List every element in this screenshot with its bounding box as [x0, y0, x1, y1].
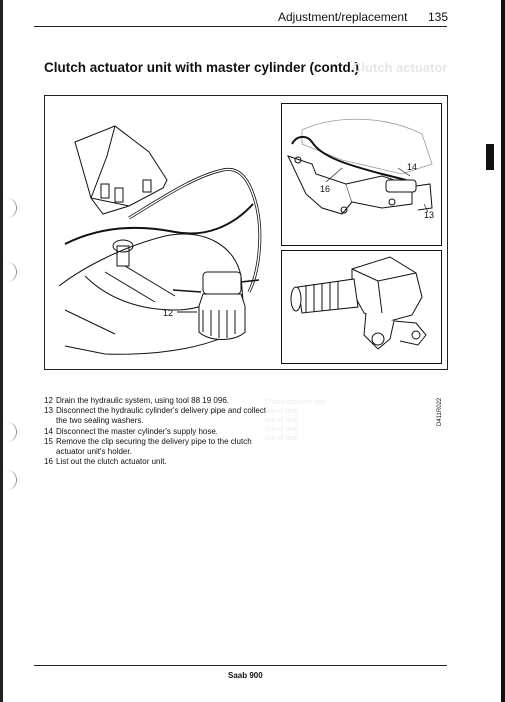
bleed-through-line: line of text: [265, 426, 297, 433]
footer-model-name: Saab 900: [228, 671, 263, 680]
step-item: [44, 457, 269, 467]
step-number: 15: [44, 436, 53, 446]
step-item: [44, 406, 269, 426]
section-tab-marker: [486, 144, 494, 170]
step-item: [44, 437, 269, 457]
engine-bay-drawing: [45, 96, 281, 369]
bleed-through-line: Clutch actuator unit: [265, 399, 326, 406]
step-text: Disconnect the master cylinder's supply hose.: [56, 426, 219, 436]
callout-number: 12: [163, 308, 174, 318]
step-item: [44, 427, 269, 437]
step-text: List out the clutch actuator unit.: [56, 457, 167, 467]
step-number: 14: [44, 426, 53, 436]
step-number: 13: [44, 406, 53, 416]
bleed-through-line: line of text: [265, 417, 297, 424]
bleed-through-line: line of text: [265, 435, 297, 442]
footer-rule: [34, 665, 447, 666]
callout-number: 13: [424, 210, 435, 220]
callout-number: 16: [320, 184, 331, 194]
figure-code: D411R022: [437, 397, 443, 426]
step-number: 12: [44, 396, 53, 405]
bleed-through-line: line of text: [265, 408, 297, 415]
actuator-unit-drawing: [282, 251, 440, 362]
binder-mark: [4, 422, 17, 442]
binder-mark: [4, 262, 17, 282]
inset-pipe-routing: [281, 103, 442, 246]
binder-mark: [4, 198, 17, 218]
page-edge-right: [501, 0, 505, 702]
inset-actuator-unit: [281, 250, 442, 364]
callout-number: 14: [407, 162, 418, 172]
header-page-number: 135: [428, 10, 449, 24]
step-text: Remove the clip securing the delivery pipe to the clutch actuator unit's holder.: [56, 436, 252, 457]
page-edge-left: [0, 0, 3, 702]
binder-mark: [4, 470, 17, 490]
step-number: 16: [44, 457, 53, 467]
section-title: Clutch actuator unit with master cylinder (contd.): [44, 60, 360, 75]
header-section-title: Adjustment/replacement: [278, 10, 408, 24]
bleed-through-text: [265, 398, 450, 443]
step-item: [44, 396, 269, 406]
header-rule: [34, 26, 447, 27]
pipe-routing-drawing: [282, 104, 440, 244]
bleed-through-heading: Clutch actuator: [352, 60, 448, 75]
step-text: Disconnect the hydraulic cylinder's delivery pipe and collect the two sealing washers.: [56, 406, 267, 426]
instruction-steps: [44, 396, 269, 467]
step-text: Drain the hydraulic system, using tool 88 19 096.: [56, 396, 229, 405]
